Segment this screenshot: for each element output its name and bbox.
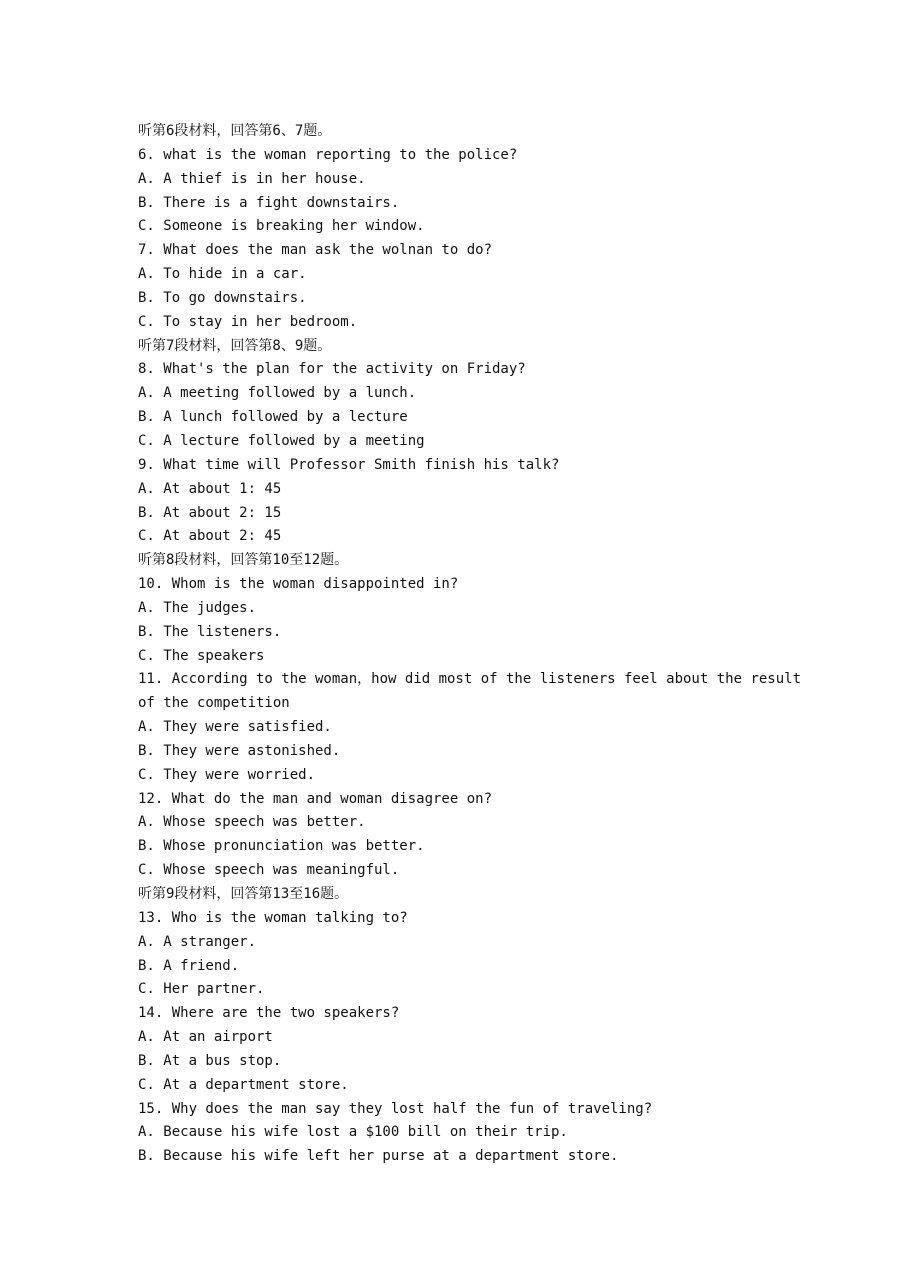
option: B. A lunch followed by a lecture [138, 409, 408, 426]
question: 8. What's the plan for the activity on Friday? [138, 361, 526, 378]
question: 9. What time will Professor Smith finish his talk? [138, 456, 560, 473]
option: B. Whose pronunciation was better. [138, 838, 425, 855]
question: 15. Why does the man say they lost half the fun of traveling? [138, 1100, 653, 1117]
option: B. Because his wife left her purse at a department store. [138, 1148, 619, 1165]
question: 12. What do the man and woman disagree on? [138, 790, 493, 807]
option: B. At a bus stop. [138, 1052, 282, 1069]
option: A. A stranger. [138, 933, 257, 950]
option: C. Whose speech was meaningful. [138, 862, 400, 879]
section-heading: 听第8段材料，回答第10至12题。 [138, 552, 349, 569]
option: A. To hide in a car. [138, 266, 307, 283]
option: A. The judges. [138, 599, 257, 616]
section-heading: 听第7段材料，回答第8、9题。 [138, 337, 332, 354]
question-continued: of the competition [138, 695, 290, 712]
option: C. A lecture followed by a meeting [138, 432, 425, 449]
option: A. Whose speech was better. [138, 814, 366, 831]
option: B. The listeners. [138, 623, 282, 640]
option: A. At about 1: 45 [138, 480, 282, 497]
option: C. Her partner. [138, 981, 265, 998]
option: A. Because his wife lost a $100 bill on their trip. [138, 1124, 568, 1141]
option: B. To go downstairs. [138, 289, 307, 306]
question: 7. What does the man ask the wolnan to do? [138, 242, 493, 259]
option: C. The speakers [138, 647, 265, 664]
option: A. They were satisfied. [138, 719, 332, 736]
option: B. A friend. [138, 957, 240, 974]
option: C. At about 2: 45 [138, 528, 282, 545]
option: B. There is a fight downstairs. [138, 194, 400, 211]
option: A. A meeting followed by a lunch. [138, 385, 417, 402]
option: C. To stay in her bedroom. [138, 313, 358, 330]
option: C. At a department store. [138, 1076, 349, 1093]
question: 14. Where are the two speakers? [138, 1005, 400, 1022]
option: A. At an airport [138, 1029, 273, 1046]
question: 6. what is the woman reporting to the police? [138, 146, 518, 163]
section-heading: 听第9段材料，回答第13至16题。 [138, 886, 349, 902]
option: A. A thief is in her house. [138, 170, 366, 187]
option: B. They were astonished. [138, 742, 341, 759]
question: 11. According to the woman，how did most of the listeners feel about the result [138, 671, 802, 688]
option: C. Someone is breaking her window. [138, 218, 425, 235]
document-page [138, 120, 802, 1169]
question: 13. Who is the woman talking to? [138, 909, 408, 926]
section-heading: 听第6段材料，回答第6、7题。 [138, 123, 332, 139]
option: C. They were worried. [138, 766, 316, 783]
question: 10. Whom is the woman disappointed in? [138, 576, 459, 593]
option: B. At about 2: 15 [138, 504, 282, 521]
